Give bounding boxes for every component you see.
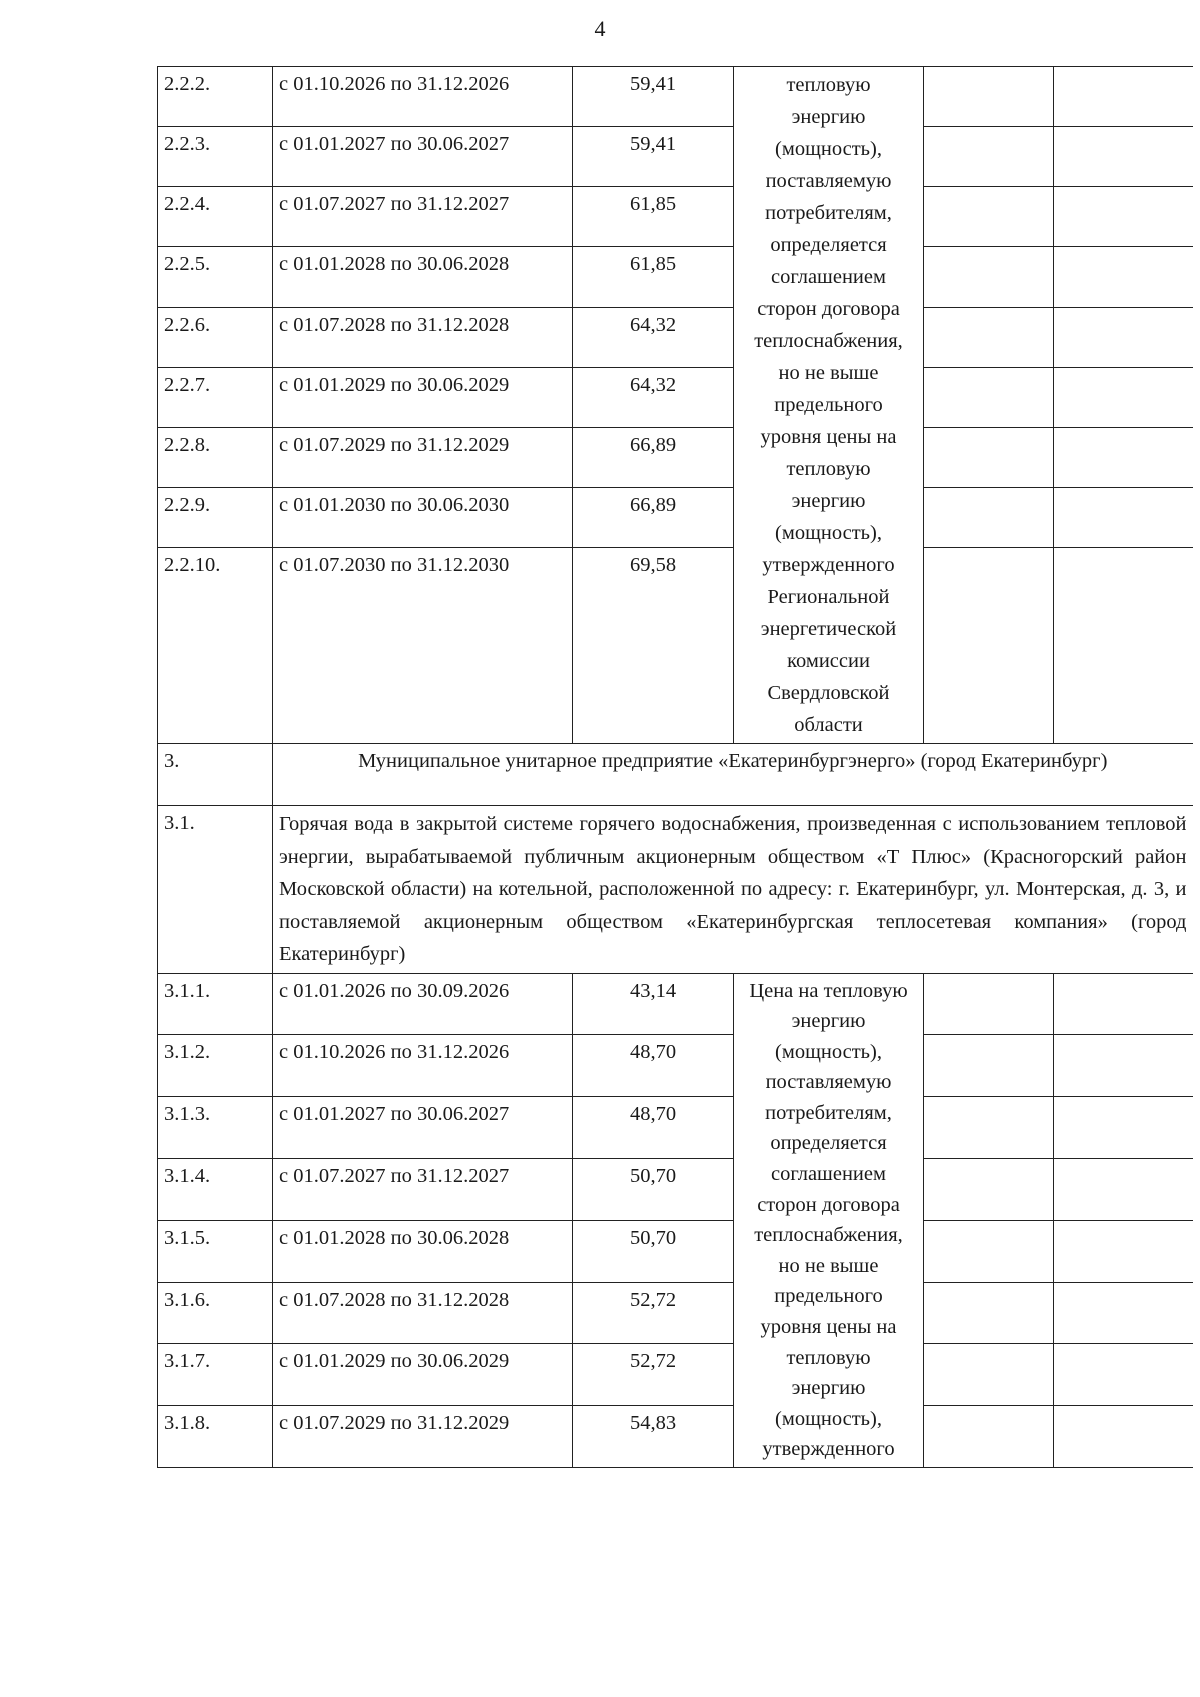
row-number: 3.1.7. bbox=[158, 1344, 273, 1406]
price-note-line: соглашением bbox=[771, 1163, 886, 1186]
row-number: 2.2.6. bbox=[158, 307, 273, 367]
row-value: 48,70 bbox=[573, 1035, 734, 1097]
empty-cell bbox=[924, 127, 1054, 187]
table-row bbox=[158, 973, 1193, 1035]
table-row bbox=[158, 1220, 1193, 1282]
row-period: с 01.01.2030 по 30.06.2030 bbox=[273, 487, 573, 547]
price-note-line: потребителям, bbox=[765, 202, 892, 224]
empty-cell bbox=[1054, 973, 1193, 1035]
row-period: с 01.01.2029 по 30.06.2029 bbox=[273, 367, 573, 427]
empty-cell bbox=[924, 1220, 1054, 1282]
row-number: 3.1.6. bbox=[158, 1282, 273, 1344]
empty-cell bbox=[924, 187, 1054, 247]
section-3-1-row bbox=[158, 806, 1193, 974]
row-period: с 01.01.2026 по 30.09.2026 bbox=[273, 973, 573, 1035]
price-note-line: области bbox=[794, 714, 863, 736]
price-note-line: энергию bbox=[791, 106, 866, 128]
row-value: 69,58 bbox=[573, 548, 734, 744]
empty-cell bbox=[924, 973, 1054, 1035]
row-period: с 01.07.2029 по 31.12.2029 bbox=[273, 1406, 573, 1468]
price-note-line: энергию bbox=[791, 490, 866, 512]
price-note-line: утвержденного bbox=[762, 554, 895, 576]
empty-cell bbox=[924, 307, 1054, 367]
row-number: 3.1.1. bbox=[158, 973, 273, 1035]
empty-cell bbox=[1054, 1282, 1193, 1344]
row-value: 66,89 bbox=[573, 427, 734, 487]
price-note bbox=[734, 973, 924, 1468]
table-row bbox=[158, 1035, 1193, 1097]
row-number: 2.2.2. bbox=[158, 67, 273, 127]
price-note-line: но не выше bbox=[778, 1254, 879, 1277]
row-value: 50,70 bbox=[573, 1220, 734, 1282]
price-note-line: комиссии bbox=[787, 650, 870, 672]
section-3-title: Муниципальное унитарное предприятие «Екатеринбургэнерго» (город Екатеринбург) bbox=[273, 744, 1193, 806]
table-row bbox=[158, 127, 1193, 187]
section-3-number: 3. bbox=[158, 744, 273, 806]
empty-cell bbox=[924, 1035, 1054, 1097]
page-number: 4 bbox=[594, 16, 606, 41]
row-value: 59,41 bbox=[573, 67, 734, 127]
price-note-line: соглашением bbox=[771, 266, 886, 288]
empty-cell bbox=[924, 1406, 1054, 1468]
empty-cell bbox=[1054, 1406, 1193, 1468]
empty-cell bbox=[924, 487, 1054, 547]
tariff-table bbox=[157, 66, 1193, 1468]
price-note-line: тепловую bbox=[786, 74, 871, 96]
price-note-line: Региональной bbox=[767, 586, 890, 608]
price-note-line: (мощность), bbox=[775, 138, 882, 160]
price-note-line: предельного bbox=[774, 1285, 883, 1308]
section-3-1-description: Горячая вода в закрытой системе горячего водоснабжения, произведенная с использованием тепловой энергии, вырабатываемой публичным акционерным обществом «Т Плюс» (Красногорский район Московской области) на котельной, расположенной по адресу: г. Екатеринбург, ул. Монтерская, д. 3, и поставляемой акционерным обществом «Екатеринбургская теплосетевая компания» (город Екатеринбург) bbox=[273, 806, 1193, 974]
price-note bbox=[734, 67, 924, 744]
empty-cell bbox=[924, 1158, 1054, 1220]
row-number: 2.2.7. bbox=[158, 367, 273, 427]
empty-cell bbox=[1054, 247, 1193, 307]
price-note-line: теплоснабжения, bbox=[754, 330, 903, 352]
row-number: 3.1.8. bbox=[158, 1406, 273, 1468]
price-note-line: но не выше bbox=[778, 362, 879, 384]
row-value: 61,85 bbox=[573, 247, 734, 307]
price-note-line: (мощность), bbox=[775, 522, 882, 544]
row-value: 54,83 bbox=[573, 1406, 734, 1468]
section-3 bbox=[158, 744, 1193, 974]
table-row bbox=[158, 1344, 1193, 1406]
empty-cell bbox=[924, 427, 1054, 487]
price-note-line: определяется bbox=[770, 234, 887, 256]
row-period: с 01.07.2028 по 31.12.2028 bbox=[273, 307, 573, 367]
row-number: 2.2.4. bbox=[158, 187, 273, 247]
row-period: с 01.01.2028 по 30.06.2028 bbox=[273, 247, 573, 307]
price-note-line: (мощность), bbox=[775, 1040, 882, 1063]
row-number: 2.2.5. bbox=[158, 247, 273, 307]
empty-cell bbox=[924, 1097, 1054, 1159]
table-row bbox=[158, 247, 1193, 307]
section-3-row bbox=[158, 744, 1193, 806]
price-note-line: сторон договора bbox=[757, 298, 900, 320]
row-period: с 01.01.2027 по 30.06.2027 bbox=[273, 1097, 573, 1159]
empty-cell bbox=[1054, 1158, 1193, 1220]
price-note-line: поставляемую bbox=[765, 1071, 892, 1094]
row-number: 3.1.2. bbox=[158, 1035, 273, 1097]
empty-cell bbox=[1054, 1035, 1193, 1097]
table-row bbox=[158, 548, 1193, 744]
price-note-line: Свердловской bbox=[767, 682, 890, 704]
row-number: 2.2.9. bbox=[158, 487, 273, 547]
row-period: с 01.07.2028 по 31.12.2028 bbox=[273, 1282, 573, 1344]
row-value: 52,72 bbox=[573, 1344, 734, 1406]
row-number: 3.1.4. bbox=[158, 1158, 273, 1220]
row-number: 2.2.3. bbox=[158, 127, 273, 187]
price-note-line: поставляемую bbox=[765, 170, 892, 192]
empty-cell bbox=[1054, 1097, 1193, 1159]
row-value: 59,41 bbox=[573, 127, 734, 187]
price-note-line: предельного bbox=[774, 394, 883, 416]
tariff-block-2-2 bbox=[158, 67, 1193, 744]
row-number: 2.2.8. bbox=[158, 427, 273, 487]
row-number: 3.1.5. bbox=[158, 1220, 273, 1282]
row-period: с 01.01.2028 по 30.06.2028 bbox=[273, 1220, 573, 1282]
empty-cell bbox=[924, 67, 1054, 127]
empty-cell bbox=[1054, 67, 1193, 127]
row-period: с 01.07.2029 по 31.12.2029 bbox=[273, 427, 573, 487]
price-note-line: уровня цены на bbox=[760, 426, 897, 448]
price-note-line: теплоснабжения, bbox=[754, 1224, 903, 1247]
row-value: 64,32 bbox=[573, 307, 734, 367]
price-note-line: Цена на тепловую bbox=[749, 979, 908, 1002]
price-note-line: тепловую bbox=[786, 1346, 871, 1369]
price-note-line: уровня цены на bbox=[760, 1316, 897, 1339]
empty-cell bbox=[1054, 187, 1193, 247]
row-period: с 01.01.2029 по 30.06.2029 bbox=[273, 1344, 573, 1406]
empty-cell bbox=[1054, 427, 1193, 487]
row-period: с 01.07.2027 по 31.12.2027 bbox=[273, 187, 573, 247]
price-note-line: сторон договора bbox=[757, 1193, 900, 1216]
price-note-line: энергию bbox=[791, 1377, 866, 1400]
empty-cell bbox=[1054, 127, 1193, 187]
empty-cell bbox=[924, 367, 1054, 427]
empty-cell bbox=[924, 247, 1054, 307]
row-value: 66,89 bbox=[573, 487, 734, 547]
row-period: с 01.07.2027 по 31.12.2027 bbox=[273, 1158, 573, 1220]
empty-cell bbox=[1054, 1344, 1193, 1406]
row-period: с 01.10.2026 по 31.12.2026 bbox=[273, 67, 573, 127]
table-row bbox=[158, 1158, 1193, 1220]
table-row bbox=[158, 427, 1193, 487]
row-period: с 01.10.2026 по 31.12.2026 bbox=[273, 1035, 573, 1097]
row-value: 43,14 bbox=[573, 973, 734, 1035]
row-period: с 01.01.2027 по 30.06.2027 bbox=[273, 127, 573, 187]
row-value: 52,72 bbox=[573, 1282, 734, 1344]
empty-cell bbox=[924, 1282, 1054, 1344]
row-period: с 01.07.2030 по 31.12.2030 bbox=[273, 548, 573, 744]
empty-cell bbox=[924, 1344, 1054, 1406]
price-note-line: определяется bbox=[770, 1132, 887, 1155]
table-row bbox=[158, 1406, 1193, 1468]
empty-cell bbox=[1054, 307, 1193, 367]
tariff-block-3-1 bbox=[158, 973, 1193, 1468]
row-value: 50,70 bbox=[573, 1158, 734, 1220]
empty-cell bbox=[1054, 367, 1193, 427]
table-row bbox=[158, 307, 1193, 367]
empty-cell bbox=[1054, 1220, 1193, 1282]
table-row bbox=[158, 1282, 1193, 1344]
table-row bbox=[158, 487, 1193, 547]
empty-cell bbox=[1054, 487, 1193, 547]
price-note-line: энергию bbox=[791, 1010, 866, 1033]
price-note-line: энергетической bbox=[760, 618, 897, 640]
table-row bbox=[158, 67, 1193, 127]
table-row bbox=[158, 367, 1193, 427]
row-number: 2.2.10. bbox=[158, 548, 273, 744]
row-value: 64,32 bbox=[573, 367, 734, 427]
price-note-line: утвержденного bbox=[762, 1438, 895, 1461]
row-value: 48,70 bbox=[573, 1097, 734, 1159]
empty-cell bbox=[924, 548, 1054, 744]
section-3-1-number: 3.1. bbox=[158, 806, 273, 974]
table-row bbox=[158, 187, 1193, 247]
table-row bbox=[158, 1097, 1193, 1159]
price-note-line: потребителям, bbox=[765, 1101, 892, 1124]
price-note-line: (мощность), bbox=[775, 1407, 882, 1430]
row-number: 3.1.3. bbox=[158, 1097, 273, 1159]
empty-cell bbox=[1054, 548, 1193, 744]
price-note-line: тепловую bbox=[786, 458, 871, 480]
row-value: 61,85 bbox=[573, 187, 734, 247]
